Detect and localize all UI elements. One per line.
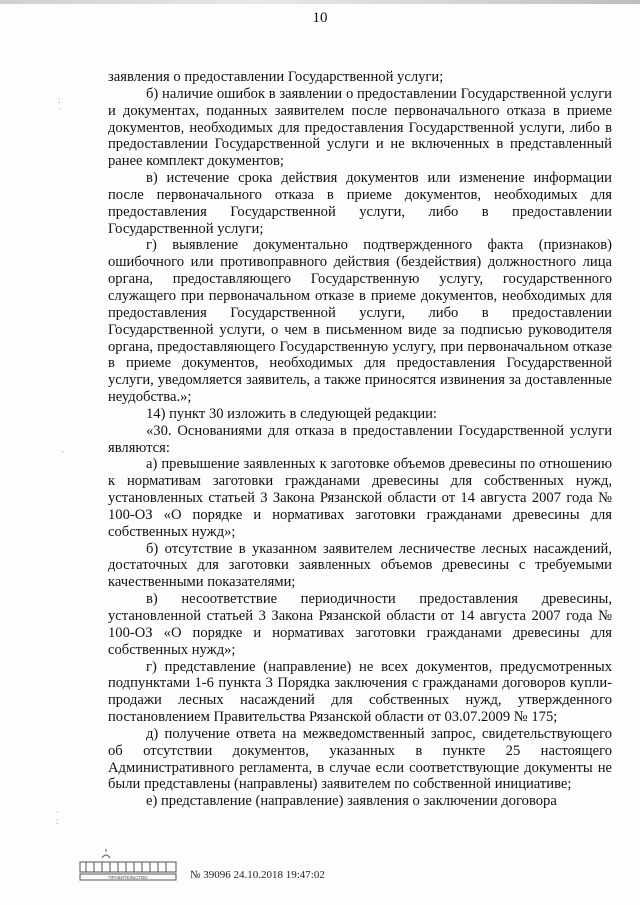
- scan-speck: · :: [56, 807, 58, 826]
- page-number: 10: [312, 10, 328, 26]
- paragraph: а) превышение заявленных к заготовке объемов древесины по отношению к нормативам заготовки гражданами древесины для собственных нужд, установленных статьей 3 Закона Рязанской области от 14 августа 2007 года № 100-ОЗ «О порядке и нормативах заготовки гражданами древесины для собственных нужд»;: [108, 456, 612, 540]
- paragraph: в) истечение срока действия документов или изменение информации после первоначального отказа в приеме документов, необходимых для предоставления Государственной услуги, либо в предоставлении Государственной услуги;: [108, 170, 612, 237]
- registration-stamp-logo: [72, 848, 184, 888]
- paragraph: г) выявление документально подтвержденного факта (признаков) ошибочного или противоправного действия (бездействия) должностного лица органа, предоставляющего Государственную услугу, государственного служащего при первоначальном отказе в приеме документов, необходимых для предоставления Государственной услуги, либо в предоставлении Государственной услуги, о чем в письменном виде за подписью руководителя органа, предоставляющего Государственную услугу, при первоначальном отказе в приеме документов, необходимых для предоставления Государственной услуги, уведомляется заявитель, а также приносятся извинения за доставленные неудобства.»;: [108, 237, 612, 406]
- stamp-caption: ПРАВИТЕЛЬСТВО: [108, 875, 148, 880]
- doc-number: № 39096: [190, 869, 231, 881]
- registration-footer: [190, 869, 325, 881]
- paragraph: б) наличие ошибок в заявлении о предоставлении Государственной услуги и документах, поданных заявителем после первоначального отказа в приеме документов, необходимых для предоставления Государственной услуги, либо в предоставлении Государственной услуги и не включенных в представленный ранее комплект документов;: [108, 85, 612, 170]
- document-body: [108, 69, 612, 810]
- paragraph: д) получение ответа на межведомственный запрос, свидетельствующего об отсутствии документов, указанных в пункте 25 настоящего Административного регламента, в случае если соответствующие документы не были представлены (направлены) заявителем по собственной инициативе;: [108, 725, 612, 793]
- paragraph: б) отсутствие в указанном заявителем лесничестве лесных насаждений, достаточных для заготовки заявленных объемов древесины с требуемыми качественными показателями;: [108, 540, 612, 591]
- paragraph: заявления о предоставлении Государственной услуги;: [108, 69, 444, 85]
- scan-top-edge: [0, 0, 640, 4]
- doc-timestamp: 24.10.2018 19:47:02: [233, 869, 325, 881]
- paragraph: г) представление (направление) не всех документов, предусмотренных подпунктами 1-6 пункта 3 Порядка заключения с гражданами договоров купли-продажи лесных насаждений для собственных нужд, утвержденного постановлением Правительства Рязанской области от 03.07.2009 № 175;: [108, 658, 612, 726]
- scan-speck: : ·: [58, 95, 60, 114]
- paragraph: в) несоответствие периодичности предоставления древесины, установленной статьей 3 Закона Рязанской области от 14 августа 2007 года № 100-ОЗ «О порядке и нормативах заготовки гражданами древесины для собственных нужд»;: [108, 591, 612, 658]
- paragraph: е) представление (направление) заявления о заключении договора: [146, 793, 557, 810]
- paragraph: «30. Основаниями для отказа в предоставлении Государственной услуги являются:: [108, 422, 612, 456]
- paragraph: 14) пункт 30 изложить в следующей редакции:: [146, 405, 437, 422]
- scan-speck: ˑ·: [60, 447, 64, 457]
